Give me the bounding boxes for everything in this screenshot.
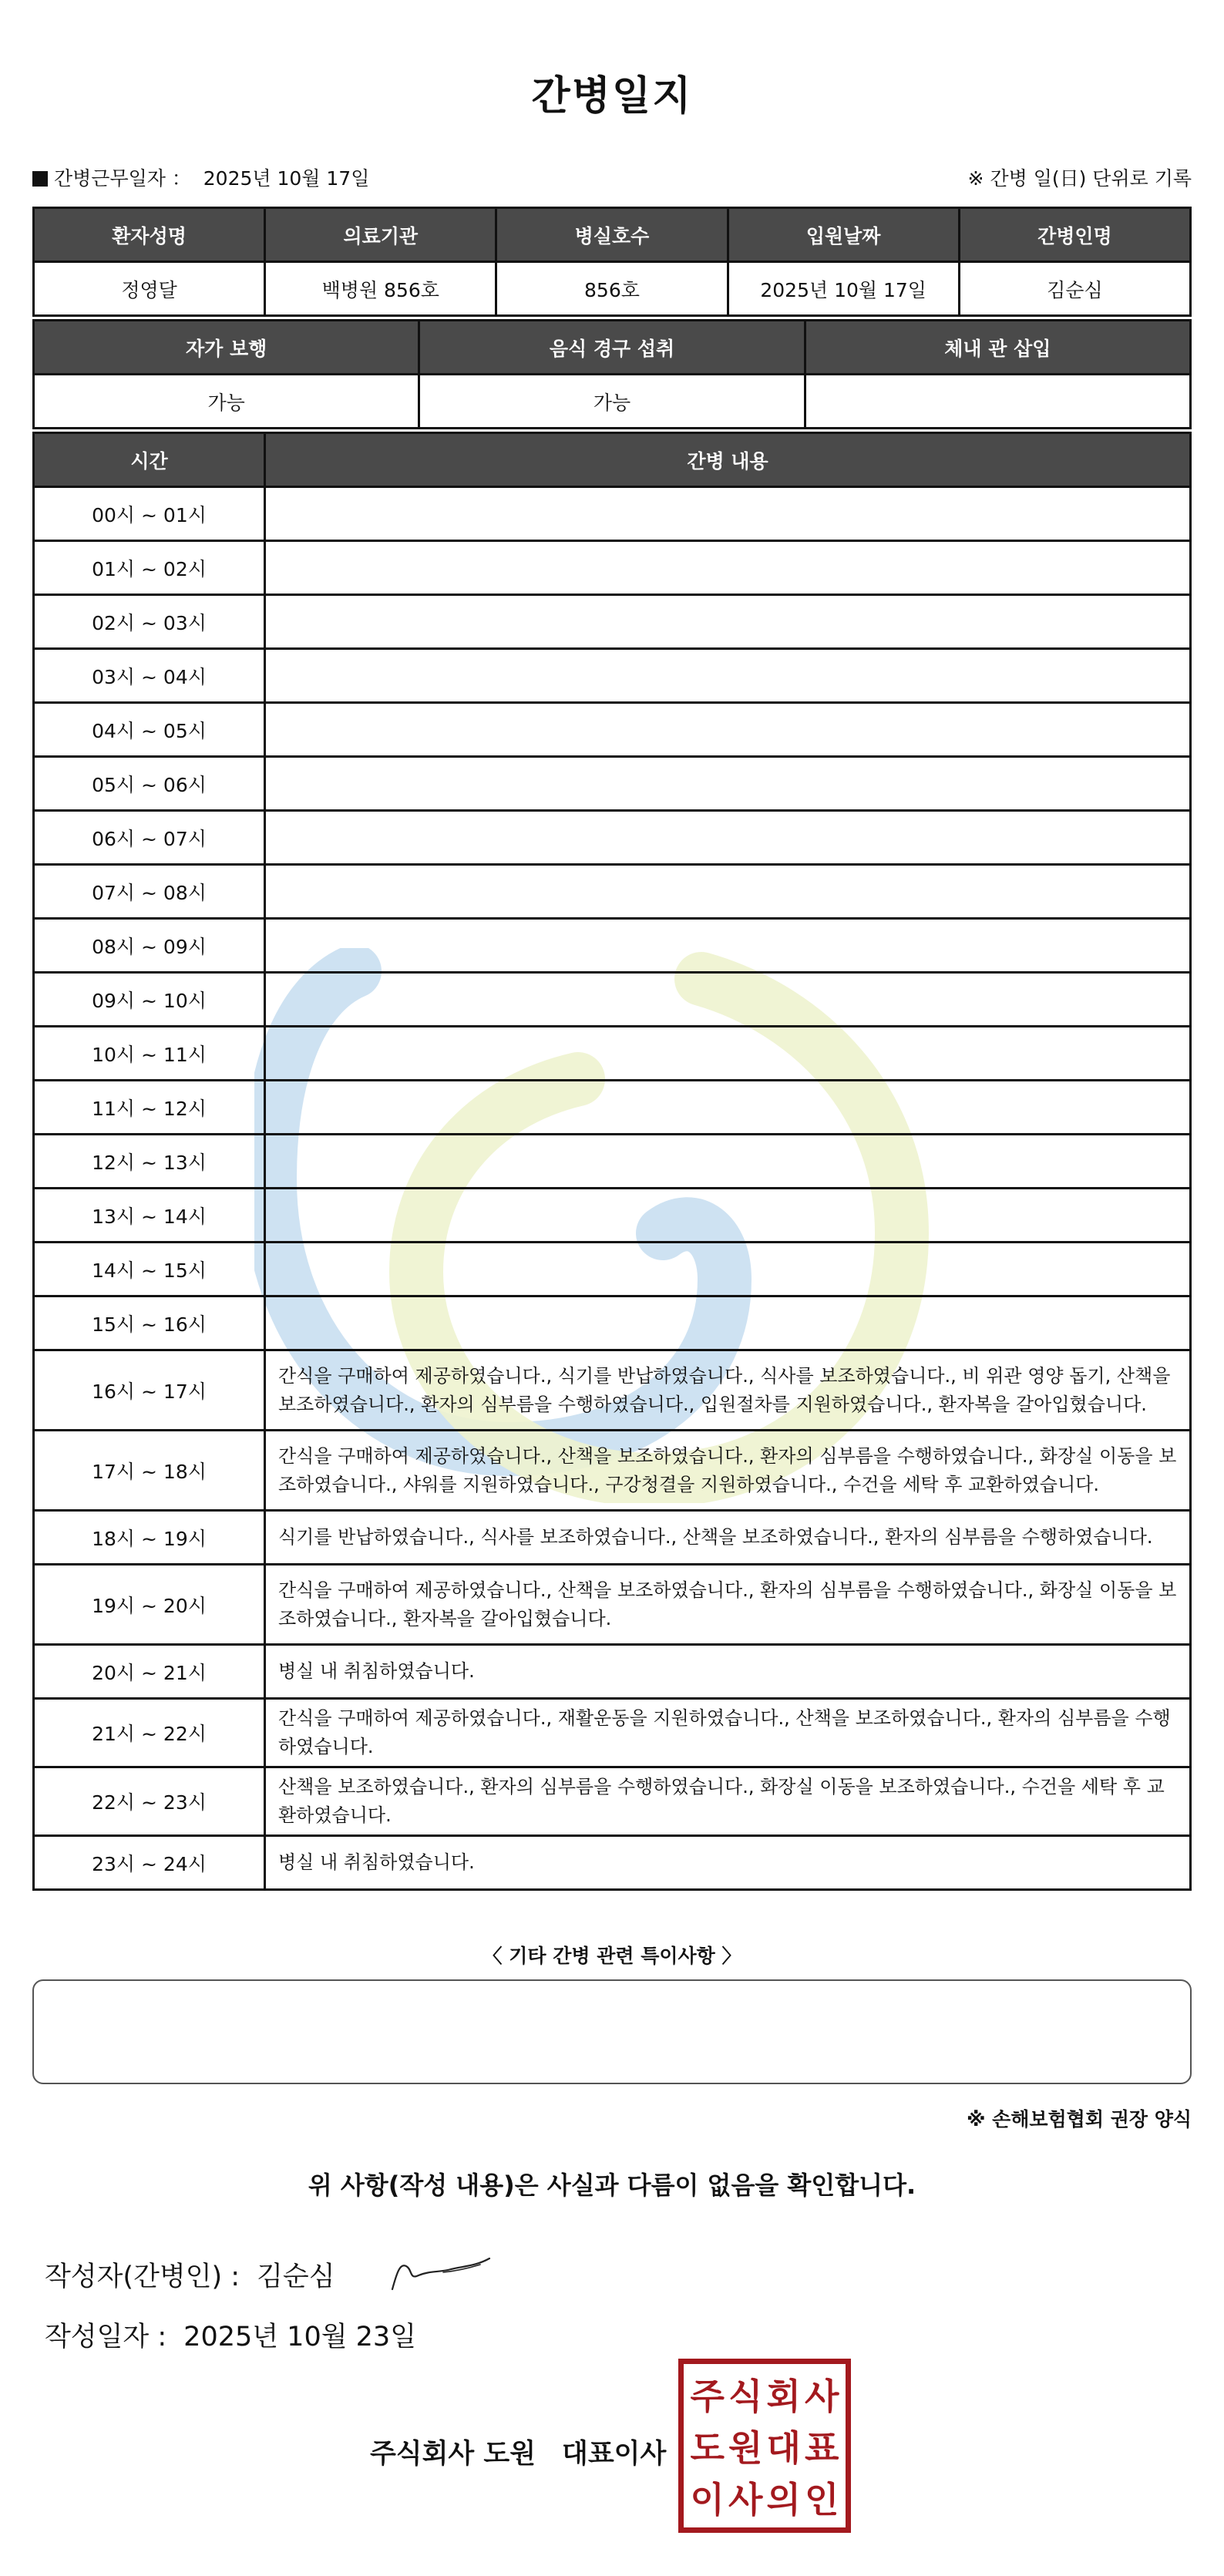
table-row [34,1836,1191,1890]
time-slot: 09시 ~ 10시 [34,973,265,1027]
notes-box [32,1979,1192,2084]
admission-date: 2025년 10월 17일 [728,262,959,316]
time-slot: 13시 ~ 14시 [34,1189,265,1243]
care-content [265,1027,1191,1081]
care-content [265,703,1191,757]
care-content: 병실 내 취침하였습니다. [265,1836,1191,1890]
seal-character: 이 [690,2478,725,2521]
table-row [34,541,1191,595]
work-date-label: 간병근무일자 ： [54,167,191,190]
table-row [34,865,1191,919]
unit-note: ※ 간병 일(日) 단위로 기록 [967,167,1192,190]
care-log-table [32,432,1192,1891]
table-row [34,649,1191,703]
signature [389,2249,493,2294]
table-row [34,1189,1191,1243]
table-row [34,1767,1191,1836]
header-caregiver: 간병인명 [959,208,1190,262]
oral-intake-value: 가능 [419,375,805,429]
header-care-content: 간병 내용 [265,433,1191,487]
table-row [34,973,1191,1027]
care-content [265,1135,1191,1189]
care-content [265,649,1191,703]
table-row [34,1350,1191,1431]
header-patient-name: 환자성명 [34,208,265,262]
time-slot: 16시 ~ 17시 [34,1350,265,1431]
table-row [34,1565,1191,1645]
written-date-label: 작성일자 : [45,2322,167,2352]
time-slot: 10시 ~ 11시 [34,1027,265,1081]
time-slot: 01시 ~ 02시 [34,541,265,595]
work-date [32,163,369,191]
time-slot: 11시 ~ 12시 [34,1081,265,1135]
care-content [265,973,1191,1027]
header-admission-date: 입원날짜 [728,208,959,262]
table-row [34,1135,1191,1189]
seal-character: 회 [766,2376,801,2418]
care-content: 병실 내 취침하였습니다. [265,1645,1191,1699]
self-walking-value: 가능 [34,375,419,429]
seal-character: 의 [766,2478,801,2521]
table-row [34,1645,1191,1699]
tube-insertion-value [805,375,1190,429]
header-tube-insertion: 체내 관 삽입 [805,321,1190,375]
time-slot: 19시 ~ 20시 [34,1565,265,1645]
square-bullet-icon [32,171,48,187]
header-self-walking: 자가 보행 [34,321,419,375]
care-content [265,865,1191,919]
header-hospital: 의료기관 [265,208,496,262]
care-content: 간식을 구매하여 제공하였습니다., 산책을 보조하였습니다., 환자의 심부름을 수행하였습니다., 화장실 이동을 보조하였습니다., 환자복을 갈아입혔습니다. [265,1565,1191,1645]
care-content: 산책을 보조하였습니다., 환자의 심부름을 수행하였습니다., 화장실 이동을 보조하였습니다., 수건을 세탁 후 교환하였습니다. [265,1767,1191,1836]
time-slot: 02시 ~ 03시 [34,595,265,649]
table-row [34,1296,1191,1350]
caregiver-name: 김순심 [959,262,1190,316]
table-row [34,487,1191,541]
meta-row [32,163,1192,194]
writer-name: 김순심 [257,2262,335,2292]
patient-info-table [32,207,1192,317]
time-slot: 20시 ~ 21시 [34,1645,265,1699]
written-date-value: 2025년 10월 23일 [183,2322,416,2352]
seal-character: 대 [766,2426,801,2469]
time-slot: 22시 ~ 23시 [34,1767,265,1836]
recommend-note: ※ 손해보험협회 권장 양식 [967,2108,1192,2130]
time-slot: 03시 ~ 04시 [34,649,265,703]
time-slot: 23시 ~ 24시 [34,1836,265,1890]
care-content: 식기를 반납하였습니다., 식사를 보조하였습니다., 산책을 보조하였습니다., 환자의 심부름을 수행하였습니다. [265,1511,1191,1565]
table-row [34,1243,1191,1296]
seal-character: 사 [805,2376,839,2418]
time-slot: 14시 ~ 15시 [34,1243,265,1296]
header-room: 병실호수 [496,208,728,262]
time-slot: 08시 ~ 09시 [34,919,265,973]
table-row [34,1431,1191,1511]
confirmation-statement: 위 사항(작성 내용)은 사실과 다름이 없음을 확인합니다. [308,2171,916,2200]
time-slot: 06시 ~ 07시 [34,811,265,865]
time-slot: 17시 ~ 18시 [34,1431,265,1511]
time-slot: 05시 ~ 06시 [34,757,265,811]
table-row [34,1511,1191,1565]
care-content [265,595,1191,649]
time-slot: 04시 ~ 05시 [34,703,265,757]
hospital: 백병원 856호 [265,262,496,316]
writer-label: 작성자(간병인) : [45,2262,240,2292]
seal-character: 표 [805,2426,839,2469]
care-content [265,541,1191,595]
written-date-line [45,2315,416,2354]
ability-table [32,319,1192,429]
company-line [370,2433,666,2471]
care-content [265,487,1191,541]
time-slot: 07시 ~ 08시 [34,865,265,919]
notes-title: 〈 기타 간병 관련 특이사항 〉 [483,1945,741,1967]
time-slot: 18시 ~ 19시 [34,1511,265,1565]
time-slot: 12시 ~ 13시 [34,1135,265,1189]
seal-character: 인 [805,2478,839,2521]
care-content: 간식을 구매하여 제공하였습니다., 재활운동을 지원하였습니다., 산책을 보조하였습니다., 환자의 심부름을 수행하였습니다. [265,1699,1191,1767]
patient-name: 정영달 [34,262,265,316]
table-row [34,1699,1191,1767]
table-row [34,1081,1191,1135]
room-number: 856호 [496,262,728,316]
table-row [34,919,1191,973]
seal-characters [688,2369,841,2523]
header-oral-intake: 음식 경구 섭취 [419,321,805,375]
time-slot: 21시 ~ 22시 [34,1699,265,1767]
care-content [265,1081,1191,1135]
seal-character: 사 [728,2478,763,2521]
company-seal [678,2359,851,2533]
seal-character: 식 [728,2376,763,2418]
care-content [265,1296,1191,1350]
work-date-value: 2025년 10월 17일 [203,167,370,190]
seal-character: 주 [690,2376,725,2418]
care-log-body [34,487,1191,1890]
representative-title: 대표이사 [562,2439,667,2470]
header-time: 시간 [34,433,265,487]
time-slot: 00시 ~ 01시 [34,487,265,541]
seal-character: 원 [728,2426,763,2469]
table-row [34,595,1191,649]
table-row [34,1027,1191,1081]
seal-character: 도 [690,2426,725,2469]
table-row [34,703,1191,757]
care-content [265,1189,1191,1243]
care-content: 간식을 구매하여 제공하였습니다., 식기를 반납하였습니다., 식사를 보조하였습니다., 비 위관 영양 돕기, 산책을 보조하였습니다., 환자의 심부름을 수행하였습니다., 입원절차를 지원하였습니다., 환자복을 갈아입혔습니다. [265,1350,1191,1431]
time-slot: 15시 ~ 16시 [34,1296,265,1350]
care-content: 간식을 구매하여 제공하였습니다., 산책을 보조하였습니다., 환자의 심부름을 수행하였습니다., 화장실 이동을 보조하였습니다., 샤워를 지원하였습니다., 구강청결을 지원하였습니다., 수건을 세탁 후 교환하였습니다. [265,1431,1191,1511]
writer-line [45,2255,335,2294]
care-content [265,1243,1191,1296]
table-row [34,811,1191,865]
care-content [265,757,1191,811]
company-name: 주식회사 도원 [370,2439,536,2470]
page-title: 간병일지 [531,73,693,119]
care-content [265,919,1191,973]
table-row [34,757,1191,811]
care-content [265,811,1191,865]
